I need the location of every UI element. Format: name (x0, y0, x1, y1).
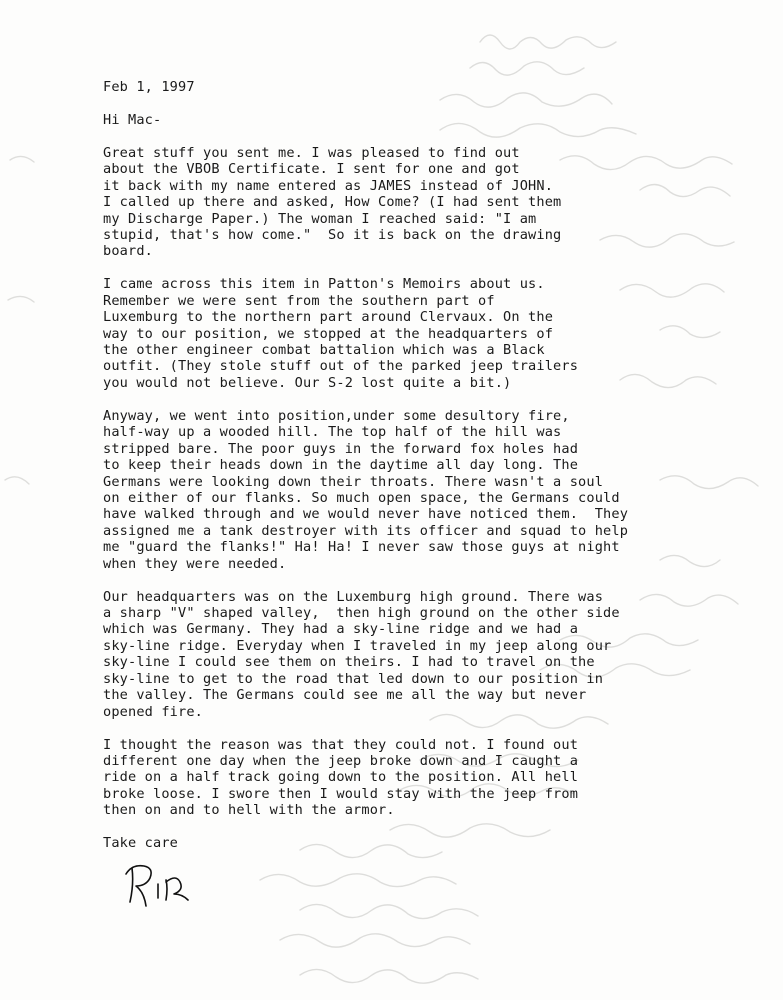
paragraph-vbob-certificate (103, 145, 743, 260)
text-line: the valley. The Germans could see me all the way but never (103, 687, 587, 704)
text-line: I called up there and asked, How Come? (I had sent them (103, 194, 562, 211)
text-line: board. (103, 243, 154, 260)
paragraph-half-track (103, 737, 743, 819)
text-line: the other engineer combat battalion which was a Black (103, 342, 545, 358)
text-line: sky-line to get to the road that led down to our position in (103, 670, 604, 687)
paragraph-patton-memoirs (103, 276, 743, 391)
text-line: about the VBOB Certificate. I sent for one and got (103, 161, 520, 178)
text-line: when they were needed. (103, 555, 287, 572)
paragraph-wooded-hill (103, 408, 743, 572)
text-line: assigned me a tank destroyer with its officer and squad to help (103, 522, 629, 539)
text-line: sky-line I could see them on theirs. I had to travel on the (103, 654, 595, 671)
text-line: opened fire. (103, 703, 204, 720)
text-line: then on and to hell with the armor. (103, 802, 395, 819)
text-line: I came across this item in Patton's Memoirs about us. (103, 276, 545, 293)
letter-date: Feb 1, 1997 (103, 79, 195, 95)
text-line: way to our position, we stopped at the headquarters of (103, 325, 554, 342)
text-line: stripped bare. The poor guys in the forward fox holes had (103, 440, 579, 457)
text-line: on either of our flanks. So much open space, the Germans could (103, 489, 620, 506)
text-line: Our headquarters was on the Luxemburg high ground. There was (103, 588, 604, 605)
text-line: ride on a half track going down to the position. All hell (103, 769, 579, 786)
text-line: my Discharge Paper.) The woman I reached said: "I am (103, 210, 537, 227)
paragraph-high-ground (103, 589, 743, 721)
text-line: you would not believe. Our S-2 lost quite a bit.) (103, 374, 512, 391)
handwritten-signature (122, 858, 202, 908)
text-line: broke loose. I swore then I would stay with the jeep from (103, 785, 579, 802)
text-line: different one day when the jeep broke down and I caught a (103, 752, 579, 769)
text-line: a sharp "V" shaped valley, then high ground on the other side (103, 605, 620, 621)
text-line: I thought the reason was that they could not. I found out (103, 736, 579, 753)
text-line: Remember we were sent from the southern part of (103, 292, 495, 309)
text-line: stupid, that's how come." So it is back on the drawing (103, 226, 562, 243)
text-line: Great stuff you sent me. I was pleased to find out (103, 144, 520, 161)
text-line: me "guard the flanks!" Ha! Ha! I never saw those guys at night (103, 539, 620, 556)
text-line: it back with my name entered as JAMES instead of JOHN. (103, 177, 554, 194)
text-line: to keep their heads down in the daytime all day long. The (103, 457, 579, 474)
text-line: Germans were looking down their throats. There wasn't a soul (103, 473, 604, 490)
text-line: Luxemburg to the northern part around Clervaux. On the (103, 309, 554, 326)
text-line: sky-line ridge. Everyday when I traveled in my jeep along our (103, 637, 612, 654)
text-line: which was Germany. They had a sky-line ridge and we had a (103, 621, 579, 638)
text-line: Anyway, we went into position,under some desultory fire, (103, 407, 570, 424)
letter-greeting: Hi Mac- (103, 111, 162, 128)
letter-body (103, 79, 743, 852)
text-line: half-way up a wooded hill. The top half of the hill was (103, 424, 562, 441)
text-line: have walked through and we would never have noticed them. They (103, 506, 629, 523)
text-line: outfit. (They stole stuff out of the parked jeep trailers (103, 358, 579, 375)
letter-closing: Take care (103, 835, 179, 852)
